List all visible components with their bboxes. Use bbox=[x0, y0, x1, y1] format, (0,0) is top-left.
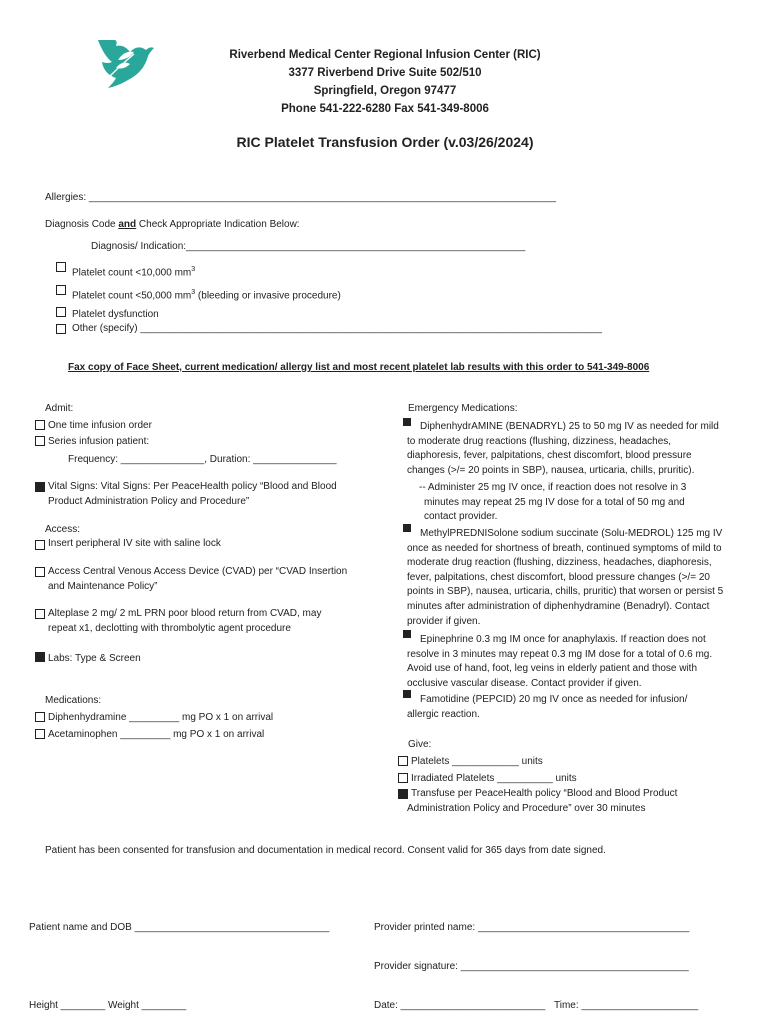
option-other-checkbox[interactable] bbox=[56, 324, 66, 334]
benadryl-text: DiphenhydrAMINE (BENADRYL) 25 to 50 mg IV as needed for mild to moderate drug reactions (flushing, dizziness, headaches, diaphoresis, fever, palpitations, chest discomfort, blood pressure changes (>/= 20 points in SBP), nausea, urticaria, chills, pruritic). bbox=[407, 421, 719, 476]
diagnosis-pre: Diagnosis Code bbox=[45, 219, 119, 230]
medications-label: Medications: bbox=[45, 695, 102, 706]
piv-checkbox[interactable] bbox=[35, 540, 45, 550]
admit-label: Admit: bbox=[45, 403, 74, 414]
date-field[interactable]: Date: __________________________ bbox=[374, 1000, 546, 1011]
provider-signature-field[interactable]: Provider signature: _________________________________________ bbox=[374, 961, 689, 972]
option-plt-10k: Platelet count <10,000 $mm^3$ bbox=[72, 266, 196, 279]
labs-label: Labs: Type & Screen bbox=[48, 653, 141, 664]
option-plt-dysfunction-checkbox[interactable] bbox=[56, 307, 66, 317]
org-name: Riverbend Medical Center Regional Infusion Center (RIC) bbox=[229, 49, 541, 61]
access-label: Access: bbox=[45, 524, 81, 535]
diagnosis-instruction bbox=[45, 218, 300, 231]
alteplase-text: Alteplase 2 mg/ 2 mL PRN poor blood return from CVAD, may repeat x1, declotting with thrombolytic agent procedure bbox=[48, 608, 322, 634]
frequency-duration-field[interactable]: Frequency: _______________, Duration: _______________ bbox=[68, 454, 337, 465]
labs-checkbox[interactable] bbox=[35, 652, 45, 662]
cvad-text: Access Central Venous Access Device (CVAD) per “CVAD Insertion and Maintenance Policy” bbox=[48, 566, 348, 592]
allergies-field[interactable]: Allergies: ____________________________________________________________________________________ bbox=[45, 192, 557, 203]
option-plt-dysfunction: Platelet dysfunction bbox=[72, 309, 159, 320]
vitals-checkbox[interactable] bbox=[35, 482, 45, 492]
one-time-label: One time infusion order bbox=[48, 420, 152, 431]
platelets-field[interactable]: Platelets ____________ units bbox=[411, 756, 543, 767]
provider-printed-name-field[interactable]: Provider printed name: ______________________________________ bbox=[374, 922, 690, 933]
benadryl-note: -- Administer 25 mg IV once, if reaction does not resolve in 3 minutes may repeat 25 mg IV dose for a total of 50 mg and contact provider. bbox=[419, 482, 687, 523]
option-plt-10k-checkbox[interactable] bbox=[56, 262, 66, 272]
option-other-field[interactable]: Other (specify) ___________________________________________________________________________________ bbox=[72, 323, 602, 334]
alteplase-checkbox[interactable] bbox=[35, 609, 45, 619]
irradiated-field[interactable]: Irradiated Platelets __________ units bbox=[411, 773, 577, 784]
height-weight-field[interactable]: Height ________ Weight ________ bbox=[29, 1000, 187, 1011]
fax-notice: Fax copy of Face Sheet, current medication/ allergy list and most recent platelet lab results with this order to 541-349-8006 bbox=[68, 362, 650, 373]
consent-statement: Patient has been consented for transfusion and documentation in medical record. Consent valid for 365 days from date signed. bbox=[45, 845, 606, 856]
time-field[interactable]: Time: _____________________ bbox=[554, 1000, 699, 1011]
platelets-checkbox[interactable] bbox=[398, 756, 408, 766]
give-label: Give: bbox=[408, 739, 432, 750]
emergency-label: Emergency Medications: bbox=[408, 403, 518, 414]
phone-fax: Phone 541-222-6280 Fax 541-349-8006 bbox=[281, 103, 489, 115]
cvad-checkbox[interactable] bbox=[35, 567, 45, 577]
address-line-2: Springfield, Oregon 97477 bbox=[313, 85, 457, 97]
acetaminophen-checkbox[interactable] bbox=[35, 729, 45, 739]
famotidine-text: Famotidine (PEPCID) 20 mg IV once as needed for infusion/ allergic reaction. bbox=[407, 694, 688, 720]
transfuse-text: Transfuse per PeaceHealth policy “Blood and Blood Product Administration Policy and Procedure” over 30 minutes bbox=[407, 788, 678, 814]
option-plt-50k-checkbox[interactable] bbox=[56, 285, 66, 295]
epinephrine-text: Epinephrine 0.3 mg IM once for anaphylaxis. If reaction does not resolve in 3 minutes may repeat 0.3 mg IM dose for a total of 0.6 mg. Avoid use of hand, foot, leg veins in elderly patient and those with occlusive vascular disease. Contact provider if given. bbox=[407, 634, 713, 689]
one-time-checkbox[interactable] bbox=[35, 420, 45, 430]
irradiated-checkbox[interactable] bbox=[398, 773, 408, 783]
option-plt-50k: Platelet count <50,000 $mm^3$ (bleeding or invasive procedure) bbox=[72, 289, 341, 302]
diagnosis-indication-field[interactable]: Diagnosis/ Indication:_____________________________________________________________ bbox=[91, 241, 526, 252]
diphenhydramine-field[interactable]: Diphenhydramine _________ mg PO x 1 on arrival bbox=[48, 712, 274, 723]
vitals-text: Vital Signs: Vital Signs: Per PeaceHealth policy “Blood and Blood Product Administration Policy and Procedure” bbox=[48, 481, 337, 507]
acetaminophen-field[interactable]: Acetaminophen _________ mg PO x 1 on arrival bbox=[48, 729, 265, 740]
diphenhydramine-checkbox[interactable] bbox=[35, 712, 45, 722]
diagnosis-and: and bbox=[118, 219, 137, 230]
solumedrol-text: MethylPREDNISolone sodium succinate (Solu-MEDROL) 125 mg IV once as needed for shortness of breath, continued symptoms of mild to moderate drug reaction (flushing, dizziness, headaches, diaphoresis, fever, palpitations, chest discomfort, blood pressure changes (>/= 20 points in SBP), nausea, urticaria, chills, pruritic) that worsen or persist 5 minutes after administration of diphenhydramine (Benadryl). Contact provider if given. bbox=[407, 528, 724, 627]
patient-name-dob-field[interactable]: Patient name and DOB ___________________________________ bbox=[29, 922, 330, 933]
series-checkbox[interactable] bbox=[35, 436, 45, 446]
address-line-1: 3377 Riverbend Drive Suite 502/510 bbox=[288, 67, 482, 79]
diagnosis-post: Check Appropriate Indication Below: bbox=[136, 219, 300, 230]
form-title: RIC Platelet Transfusion Order (v.03/26/2024) bbox=[236, 134, 534, 150]
piv-label: Insert peripheral IV site with saline lock bbox=[48, 538, 221, 549]
series-label: Series infusion patient: bbox=[48, 436, 150, 447]
